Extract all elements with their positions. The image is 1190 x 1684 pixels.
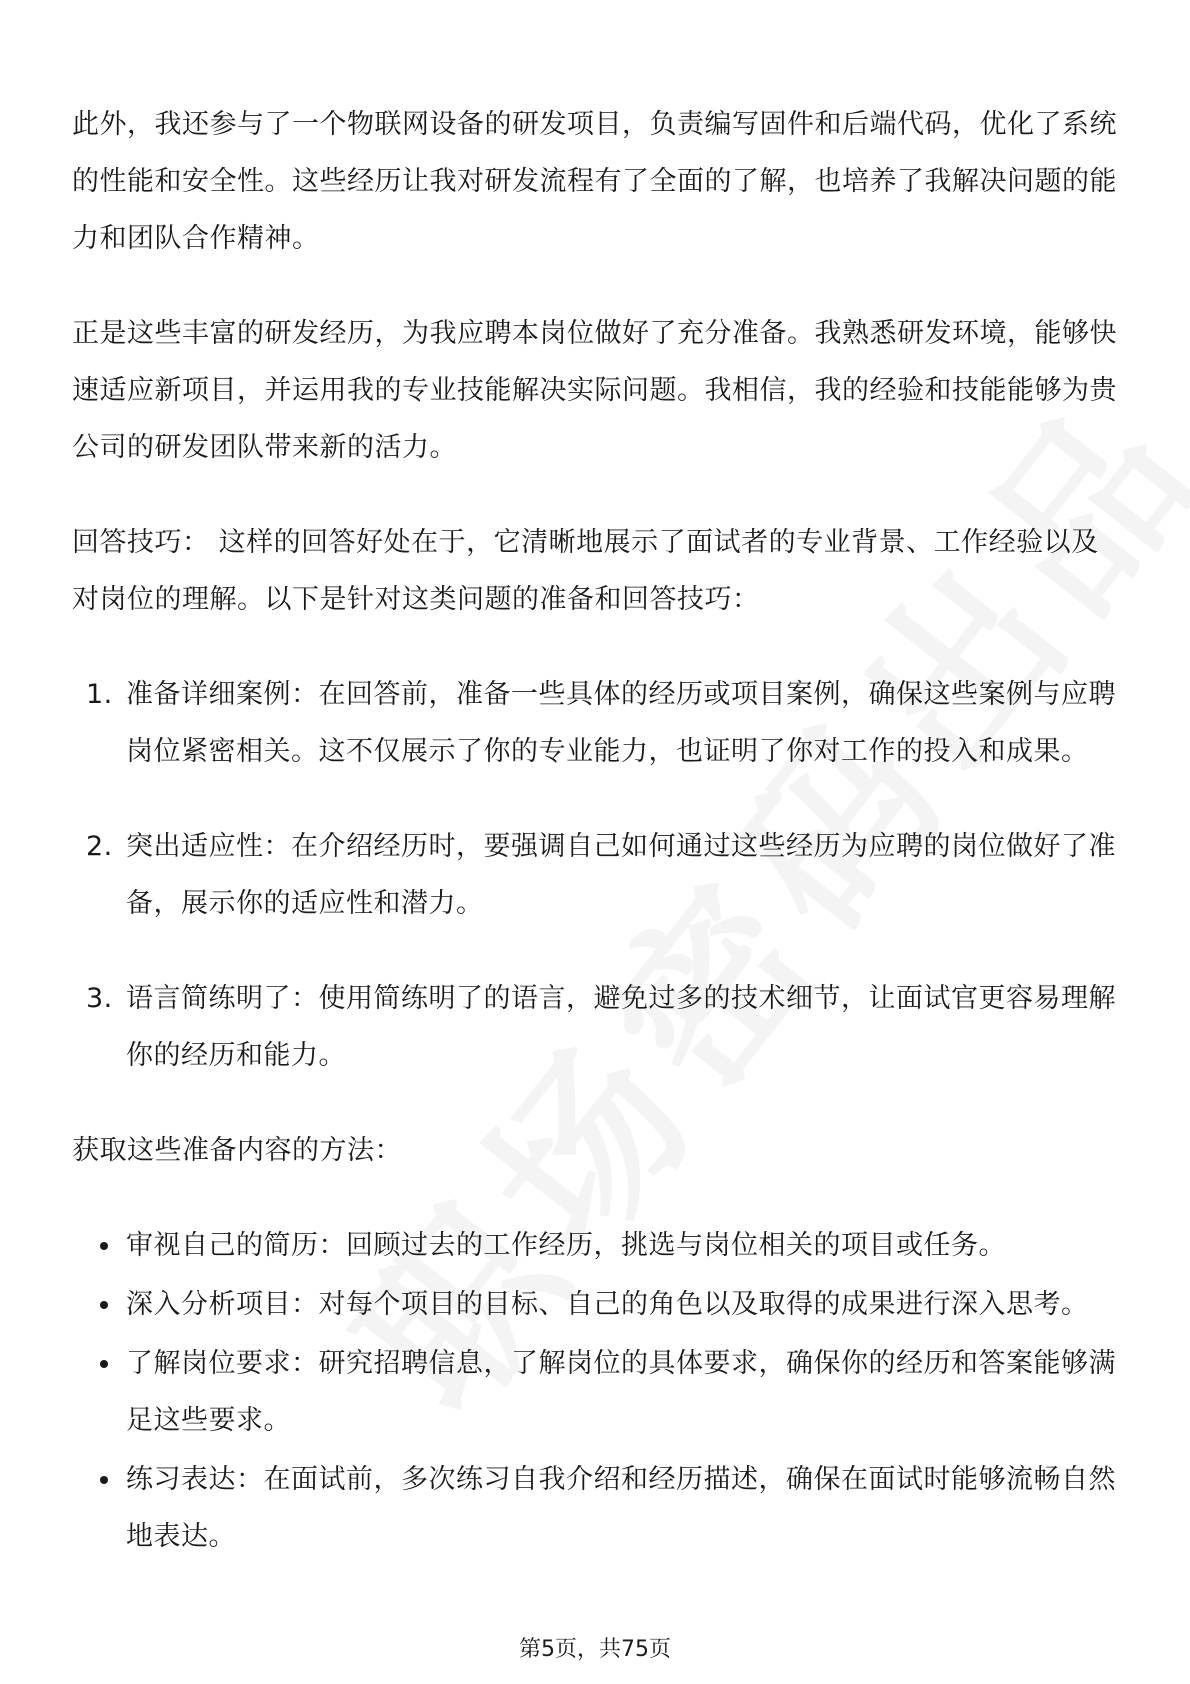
list-item-text: 深入分析项目：对每个项目的目标、自己的角色以及取得的成果进行深入思考。 [126,1289,1089,1320]
document-body [72,96,1122,1567]
list-item-text: 突出适应性：在介绍经历时，要强调自己如何通过这些经历为应聘的岗位做好了准备，展示你的适应性和潜力。 [126,831,1116,919]
tips-numbered-list [72,666,1122,1084]
bullet-icon [100,1242,108,1250]
list-item-text: 语言简练明了：使用简练明了的语言，避免过多的技术细节，让面试官更容易理解你的经历和能力。 [126,983,1116,1071]
list-item [72,1451,1122,1565]
bullet-icon [100,1476,108,1484]
paragraph-experience: 此外，我还参与了一个物联网设备的研发项目，负责编写固件和后端代码，优化了系统的性能和安全性。这些经历让我对研发流程有了全面的了解，也培养了我解决问题的能力和团队合作精神。 [72,109,1117,254]
list-item [72,970,1122,1084]
list-item-number: 2. [86,831,113,862]
methods-bullet-list [72,1217,1122,1565]
bullet-icon [100,1301,108,1309]
list-item-text: 练习表达：在面试前，多次练习自我介绍和经历描述，确保在面试时能够流畅自然地表达。 [126,1464,1116,1552]
list-item-text: 了解岗位要求：研究招聘信息，了解岗位的具体要求，确保你的经历和答案能够满足这些要求。 [126,1348,1116,1436]
list-item [72,1276,1122,1333]
list-item [72,818,1122,932]
list-item-text: 准备详细案例：在回答前，准备一些具体的经历或项目案例，确保这些案例与应聘岗位紧密相关。这不仅展示了你的专业能力，也证明了你对工作的投入和成果。 [126,679,1116,767]
bullet-icon [100,1360,108,1368]
list-item-text: 审视自己的简历：回顾过去的工作经历，挑选与岗位相关的项目或任务。 [126,1230,1006,1261]
list-item [72,1217,1122,1274]
paragraph-answer-tips: 回答技巧： 这样的回答好处在于，它清晰地展示了面试者的专业背景、工作经验以及对岗位的理解。以下是针对这类问题的准备和回答技巧： [72,527,1099,615]
list-item-number: 1. [86,679,113,710]
page-number-footer: 第5页，共75页 [519,1637,671,1662]
list-item-number: 3. [86,983,113,1014]
methods-heading: 获取这些准备内容的方法： [72,1135,402,1166]
list-item [72,1335,1122,1449]
paragraph-preparation: 正是这些丰富的研发经历，为我应聘本岗位做好了充分准备。我熟悉研发环境，能够快速适应新项目，并运用我的专业技能解决实际问题。我相信，我的经验和技能能够为贵公司的研发团队带来新的活力。 [72,318,1117,463]
list-item [72,666,1122,780]
